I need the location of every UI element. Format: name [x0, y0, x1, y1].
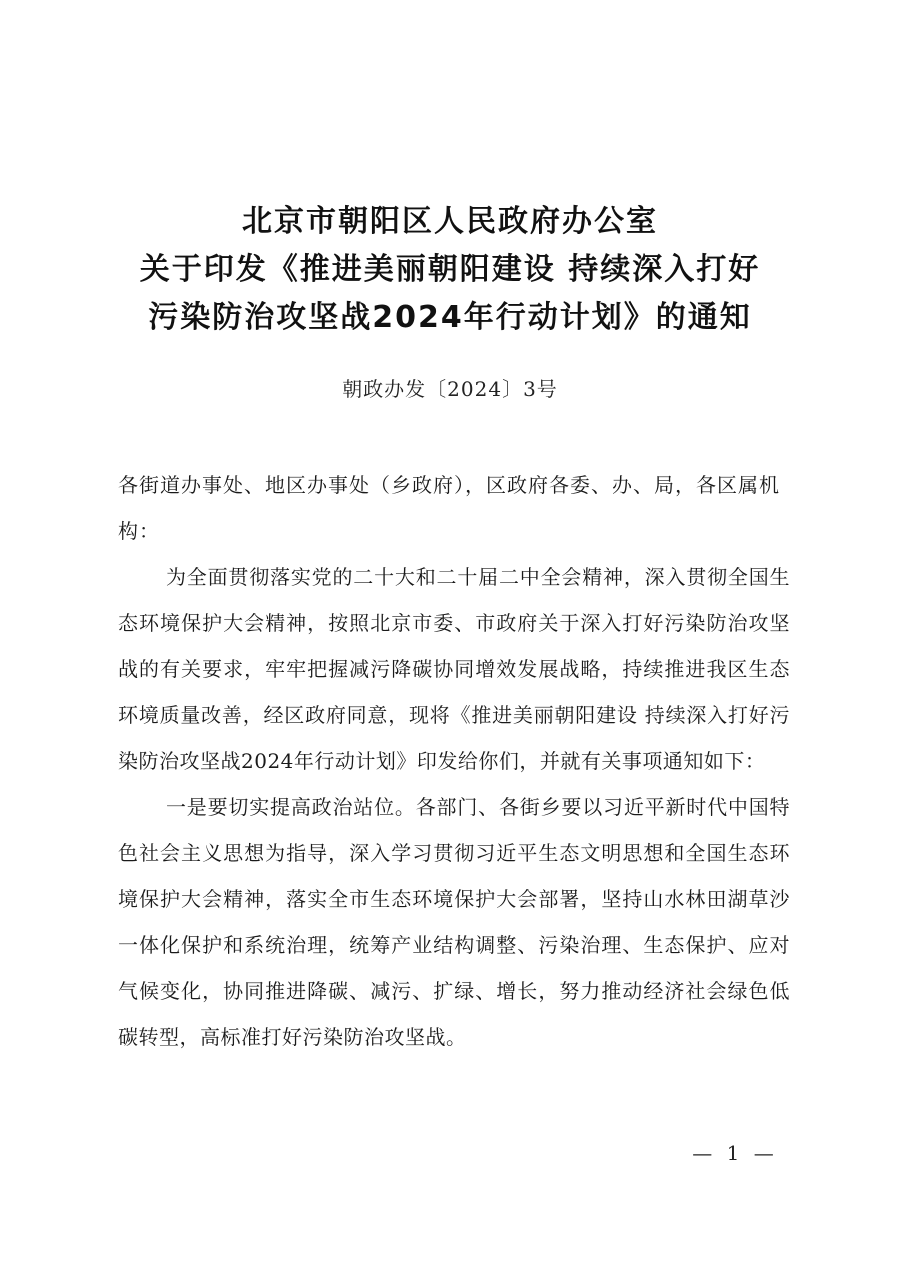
paragraph-1: 为全面贯彻落实党的二十大和二十届二中全会精神，深入贯彻全国生态环境保护大会精神，按照北京市委、市政府关于深入打好污染防治攻坚战的有关要求，牢牢把握减污降碳协同增效发展战略，持续推进我区生态环境质量改善，经区政府同意，现将《推进美丽朝阳建设 持续深入打好污染防治攻坚战2024年行动计划》印发给你们，并就有关事项通知如下：: [118, 565, 790, 773]
document-body: [118, 462, 790, 1060]
page-number: — 1 —: [692, 1141, 778, 1165]
document-title: [100, 198, 800, 342]
paragraph-2: 一是要切实提高政治站位。各部门、各街乡要以习近平新时代中国特色社会主义思想为指导，深入学习贯彻习近平生态文明思想和全国生态环境保护大会精神，落实全市生态环境保护大会部署，坚持山水林田湖草沙一体化保护和系统治理，统筹产业结构调整、污染治理、生态保护、应对气候变化，协同推进降碳、减污、扩绿、增长，努力推动经济社会绿色低碳转型，高标准打好污染防治攻坚战。: [118, 795, 790, 1049]
title-line-1: 北京市朝阳区人民政府办公室: [242, 204, 658, 239]
title-line-2: 关于印发《推进美丽朝阳建设 持续深入打好: [139, 252, 761, 287]
document-number: 朝政办发〔2024〕3号: [342, 377, 558, 401]
addressee: 各街道办事处、地区办事处（乡政府），区政府各委、办、局，各区属机构：: [118, 473, 780, 543]
title-line-3: 污染防治攻坚战2024年行动计划》的通知: [148, 300, 752, 335]
